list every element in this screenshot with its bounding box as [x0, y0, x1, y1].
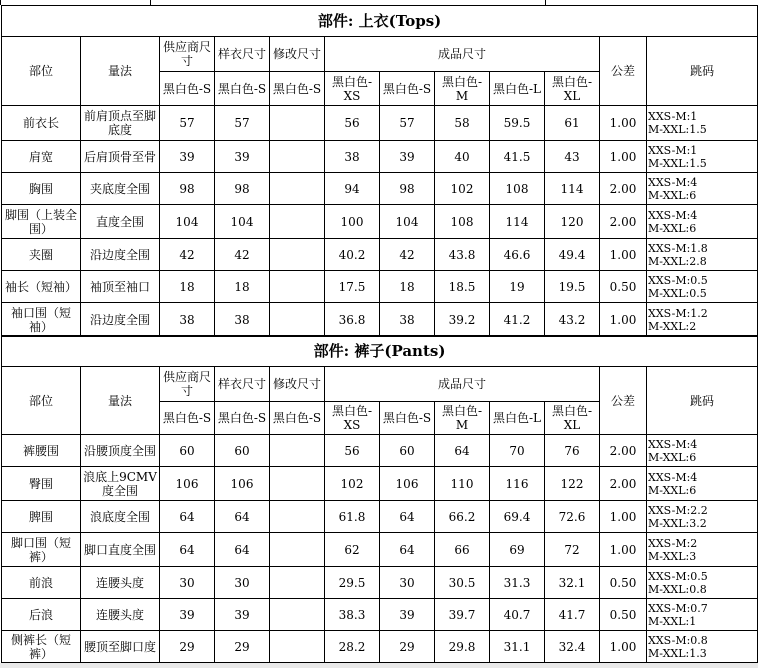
cell-size-m: 66.2: [435, 501, 490, 533]
cell-sample-size: 98: [215, 173, 270, 205]
cell-size-l: 70: [490, 435, 545, 467]
table-row: [2, 435, 758, 467]
cell-size-xl: 72.6: [545, 501, 600, 533]
cell-size-l: 46.6: [490, 239, 545, 271]
header-part: 部位: [2, 37, 81, 106]
cell-size-xl: 32.1: [545, 567, 600, 599]
cell-size-l: 40.7: [490, 599, 545, 631]
table-row: [2, 106, 758, 141]
cell-size-xs: 56: [325, 106, 380, 141]
cell-grade: [647, 599, 758, 631]
cell-method: 夹底度全围: [81, 173, 160, 205]
cell-size-m: 30.5: [435, 567, 490, 599]
cell-size-l: 108: [490, 173, 545, 205]
cell-part: 肩宽: [2, 141, 81, 173]
cell-sample-size: 57: [215, 106, 270, 141]
cell-size-xl: 43: [545, 141, 600, 173]
grade-line: M-XXL:6: [648, 483, 697, 497]
cell-tolerance: 1.00: [600, 106, 647, 141]
cell-modify-size: [270, 141, 325, 173]
grade-line: XXS-M:0.7: [648, 601, 708, 615]
subheader-size: 黑白色-M: [435, 402, 490, 435]
cell-grade: [647, 271, 758, 303]
cell-part: 侧裤长（短裤）: [2, 631, 81, 663]
cell-supplier-size: 98: [160, 173, 215, 205]
cell-size-xs: 62: [325, 533, 380, 567]
cell-tolerance: 1.00: [600, 533, 647, 567]
grade-line: XXS-M:0.5: [648, 569, 708, 583]
header-finished-size: 成品尺寸: [325, 367, 600, 402]
cell-size-m: 39.7: [435, 599, 490, 631]
cell-size-l: 69: [490, 533, 545, 567]
table-row: [2, 501, 758, 533]
cell-sample-size: 18: [215, 271, 270, 303]
cell-method: 浪底上9CMV度全围: [81, 467, 160, 501]
grade-line: M-XXL:1.5: [648, 123, 707, 136]
subheader-size: 黑白色-S: [160, 402, 215, 435]
cell-modify-size: [270, 106, 325, 141]
cell-sample-size: 64: [215, 501, 270, 533]
table-row: [2, 567, 758, 599]
cell-size-s: 60: [380, 435, 435, 467]
cell-part: 后浪: [2, 599, 81, 631]
subheader-size: 黑白色-XL: [545, 72, 600, 106]
cell-size-xs: 17.5: [325, 271, 380, 303]
grade-line: M-XXL:1: [648, 614, 697, 628]
cell-part: 前浪: [2, 567, 81, 599]
cell-size-l: 41.2: [490, 303, 545, 337]
cell-size-l: 31.3: [490, 567, 545, 599]
cell-part: 脾围: [2, 501, 81, 533]
cell-size-xl: 43.2: [545, 303, 600, 337]
cell-modify-size: [270, 303, 325, 337]
header-sample-size: 样衣尺寸: [215, 367, 270, 402]
cell-modify-size: [270, 467, 325, 501]
cell-size-m: 58: [435, 106, 490, 141]
cell-grade: [647, 106, 758, 141]
grade-line: XXS-M:1: [648, 110, 698, 123]
grade-line: M-XXL:3.2: [648, 516, 707, 530]
cell-tolerance: 2.00: [600, 205, 647, 239]
grade-line: XXS-M:4: [648, 470, 698, 484]
cell-modify-size: [270, 239, 325, 271]
cell-size-m: 102: [435, 173, 490, 205]
subheader-size: 黑白色-S: [270, 402, 325, 435]
subheader-size: 黑白色-XS: [325, 72, 380, 106]
cell-size-s: 98: [380, 173, 435, 205]
cell-modify-size: [270, 533, 325, 567]
cell-grade: [647, 631, 758, 663]
next-page-edge: [0, 663, 758, 668]
cell-supplier-size: 60: [160, 435, 215, 467]
cell-modify-size: [270, 435, 325, 467]
grade-line: M-XXL:1.3: [648, 646, 707, 660]
cell-size-s: 64: [380, 533, 435, 567]
grade-line: M-XXL:6: [648, 188, 697, 202]
cell-supplier-size: 38: [160, 303, 215, 337]
cell-grade: [647, 205, 758, 239]
grade-line: M-XXL:2: [648, 319, 697, 333]
cell-modify-size: [270, 567, 325, 599]
cell-supplier-size: 64: [160, 501, 215, 533]
cell-modify-size: [270, 599, 325, 631]
cell-grade: [647, 173, 758, 205]
cell-method: 沿边度全围: [81, 303, 160, 337]
cell-size-xs: 28.2: [325, 631, 380, 663]
cell-supplier-size: 57: [160, 106, 215, 141]
cell-size-s: 104: [380, 205, 435, 239]
grade-line: M-XXL:3: [648, 549, 697, 563]
cell-method: 后肩顶骨至骨: [81, 141, 160, 173]
table-row: [2, 173, 758, 205]
table-row: [2, 141, 758, 173]
header-method: 量法: [81, 37, 160, 106]
cell-size-l: 31.1: [490, 631, 545, 663]
cell-size-xs: 56: [325, 435, 380, 467]
cell-size-xs: 61.8: [325, 501, 380, 533]
cell-method: 沿腰顶度全围: [81, 435, 160, 467]
cell-supplier-size: 106: [160, 467, 215, 501]
cell-supplier-size: 64: [160, 533, 215, 567]
subheader-size: 黑白色-S: [215, 402, 270, 435]
header-tolerance: 公差: [600, 37, 647, 106]
cell-supplier-size: 104: [160, 205, 215, 239]
cell-method: 直度全围: [81, 205, 160, 239]
cell-grade: [647, 141, 758, 173]
table-row: [2, 467, 758, 501]
cell-sample-size: 39: [215, 599, 270, 631]
header-modify-size: 修改尺寸: [270, 37, 325, 72]
cell-size-l: 59.5: [490, 106, 545, 141]
cell-sample-size: 60: [215, 435, 270, 467]
header-supplier-size: 供应商尺寸: [160, 37, 215, 72]
cell-sample-size: 29: [215, 631, 270, 663]
cell-size-m: 29.8: [435, 631, 490, 663]
table-row: [2, 533, 758, 567]
subheader-size: 黑白色-XS: [325, 402, 380, 435]
grade-line: XXS-M:2.2: [648, 503, 708, 517]
header-tolerance: 公差: [600, 367, 647, 435]
subheader-size: 黑白色-S: [160, 72, 215, 106]
cell-tolerance: 2.00: [600, 173, 647, 205]
cell-size-xs: 94: [325, 173, 380, 205]
cell-size-xl: 120: [545, 205, 600, 239]
cell-modify-size: [270, 271, 325, 303]
cell-size-m: 108: [435, 205, 490, 239]
grade-line: XXS-M:2: [648, 536, 698, 550]
grade-line: XXS-M:1.2: [648, 306, 708, 320]
grade-line: M-XXL:1.5: [648, 156, 707, 170]
table-row: [2, 303, 758, 337]
cell-size-l: 19: [490, 271, 545, 303]
cell-size-s: 64: [380, 501, 435, 533]
cell-tolerance: 0.50: [600, 599, 647, 631]
cell-tolerance: 2.00: [600, 435, 647, 467]
grade-line: XXS-M:4: [648, 175, 698, 189]
grade-line: XXS-M:4: [648, 208, 698, 222]
cell-size-l: 69.4: [490, 501, 545, 533]
cell-size-m: 18.5: [435, 271, 490, 303]
cell-tolerance: 2.00: [600, 467, 647, 501]
cell-sample-size: 106: [215, 467, 270, 501]
table-row: [2, 271, 758, 303]
cell-grade: [647, 501, 758, 533]
cell-size-xl: 49.4: [545, 239, 600, 271]
table-row: [2, 239, 758, 271]
table-row: [2, 205, 758, 239]
cell-supplier-size: 18: [160, 271, 215, 303]
cell-method: 沿边度全围: [81, 239, 160, 271]
grade-line: XXS-M:0.8: [648, 633, 708, 647]
table-row: [2, 599, 758, 631]
cell-method: 腰顶至脚口度: [81, 631, 160, 663]
cell-part: 袖口围（短袖）: [2, 303, 81, 337]
cell-tolerance: 0.50: [600, 271, 647, 303]
cell-part: 夹圈: [2, 239, 81, 271]
cell-size-m: 39.2: [435, 303, 490, 337]
header-method: 量法: [81, 367, 160, 435]
subheader-size: 黑白色-XL: [545, 402, 600, 435]
cell-sample-size: 104: [215, 205, 270, 239]
section-title: 部件: 上衣(Tops): [2, 6, 758, 37]
cell-part: 臀围: [2, 467, 81, 501]
cell-part: 裤腰围: [2, 435, 81, 467]
cell-tolerance: 1.00: [600, 239, 647, 271]
cell-size-m: 66: [435, 533, 490, 567]
cell-size-xl: 19.5: [545, 271, 600, 303]
grade-line: XXS-M:1.8: [648, 241, 708, 255]
grade-line: XXS-M:1: [648, 143, 698, 157]
cell-method: 脚口直度全围: [81, 533, 160, 567]
cell-sample-size: 30: [215, 567, 270, 599]
cell-size-xs: 38.3: [325, 599, 380, 631]
cell-size-s: 30: [380, 567, 435, 599]
cell-size-xs: 36.8: [325, 303, 380, 337]
cell-part: 袖长（短袖）: [2, 271, 81, 303]
cell-size-m: 40: [435, 141, 490, 173]
cell-supplier-size: 29: [160, 631, 215, 663]
cell-supplier-size: 30: [160, 567, 215, 599]
cell-modify-size: [270, 501, 325, 533]
cell-sample-size: 38: [215, 303, 270, 337]
cell-tolerance: 1.00: [600, 631, 647, 663]
subheader-size: 黑白色-L: [490, 72, 545, 106]
cell-tolerance: 1.00: [600, 501, 647, 533]
header-sample-size: 样衣尺寸: [215, 37, 270, 72]
cell-tolerance: 0.50: [600, 567, 647, 599]
cell-tolerance: 1.00: [600, 141, 647, 173]
cell-size-xs: 102: [325, 467, 380, 501]
cell-size-s: 106: [380, 467, 435, 501]
cell-tolerance: 1.00: [600, 303, 647, 337]
cell-part: 脚围（上装全围）: [2, 205, 81, 239]
cell-supplier-size: 39: [160, 599, 215, 631]
cell-modify-size: [270, 205, 325, 239]
cell-grade: [647, 239, 758, 271]
cell-size-xl: 32.4: [545, 631, 600, 663]
cell-grade: [647, 303, 758, 337]
pants-spec-table: [1, 335, 758, 663]
grade-line: M-XXL:2.8: [648, 254, 707, 268]
cell-size-xl: 61: [545, 106, 600, 141]
cell-size-xl: 41.7: [545, 599, 600, 631]
cell-method: 浪底度全围: [81, 501, 160, 533]
cell-grade: [647, 435, 758, 467]
cell-size-s: 38: [380, 303, 435, 337]
cell-grade: [647, 533, 758, 567]
cell-size-xl: 72: [545, 533, 600, 567]
cell-size-xl: 114: [545, 173, 600, 205]
grade-line: M-XXL:6: [648, 221, 697, 235]
cell-size-xs: 38: [325, 141, 380, 173]
subheader-size: 黑白色-M: [435, 72, 490, 106]
cell-method: 袖顶至袖口: [81, 271, 160, 303]
cell-supplier-size: 39: [160, 141, 215, 173]
cell-size-m: 110: [435, 467, 490, 501]
grade-line: XXS-M:0.5: [648, 273, 708, 287]
cell-size-xl: 76: [545, 435, 600, 467]
cell-part: 前衣长: [2, 106, 81, 141]
cell-part: 胸围: [2, 173, 81, 205]
cell-size-m: 43.8: [435, 239, 490, 271]
tops-spec-table: [1, 5, 758, 337]
cell-size-l: 41.5: [490, 141, 545, 173]
subheader-size: 黑白色-S: [380, 72, 435, 106]
cell-size-xs: 29.5: [325, 567, 380, 599]
cell-size-s: 42: [380, 239, 435, 271]
cell-sample-size: 64: [215, 533, 270, 567]
cell-size-xs: 40.2: [325, 239, 380, 271]
cell-size-m: 64: [435, 435, 490, 467]
cell-modify-size: [270, 631, 325, 663]
cell-modify-size: [270, 173, 325, 205]
section-title: 部件: 裤子(Pants): [2, 336, 758, 367]
cell-size-l: 116: [490, 467, 545, 501]
cell-method: 连腰头度: [81, 599, 160, 631]
subheader-size: 黑白色-S: [215, 72, 270, 106]
cell-grade: [647, 567, 758, 599]
subheader-size: 黑白色-S: [270, 72, 325, 106]
cell-size-l: 114: [490, 205, 545, 239]
header-modify-size: 修改尺寸: [270, 367, 325, 402]
grade-line: M-XXL:0.5: [648, 286, 707, 300]
table-row: [2, 631, 758, 663]
subheader-size: 黑白色-S: [380, 402, 435, 435]
grade-line: XXS-M:4: [648, 437, 698, 451]
cell-size-s: 57: [380, 106, 435, 141]
cell-method: 前肩顶点至脚底度: [81, 106, 160, 141]
grade-line: M-XXL:0.8: [648, 582, 707, 596]
grade-line: M-XXL:6: [648, 450, 697, 464]
cell-grade: [647, 467, 758, 501]
cell-size-xl: 122: [545, 467, 600, 501]
cell-size-s: 29: [380, 631, 435, 663]
cell-part: 脚口围（短裤）: [2, 533, 81, 567]
cell-size-s: 18: [380, 271, 435, 303]
header-supplier-size: 供应商尺寸: [160, 367, 215, 402]
cell-method: 连腰头度: [81, 567, 160, 599]
cell-size-s: 39: [380, 141, 435, 173]
header-grade: 跳码: [647, 367, 758, 435]
cell-sample-size: 42: [215, 239, 270, 271]
cell-size-s: 39: [380, 599, 435, 631]
cell-sample-size: 39: [215, 141, 270, 173]
header-grade: 跳码: [647, 37, 758, 106]
subheader-size: 黑白色-L: [490, 402, 545, 435]
header-part: 部位: [2, 367, 81, 435]
cell-supplier-size: 42: [160, 239, 215, 271]
header-finished-size: 成品尺寸: [325, 37, 600, 72]
cell-size-xs: 100: [325, 205, 380, 239]
